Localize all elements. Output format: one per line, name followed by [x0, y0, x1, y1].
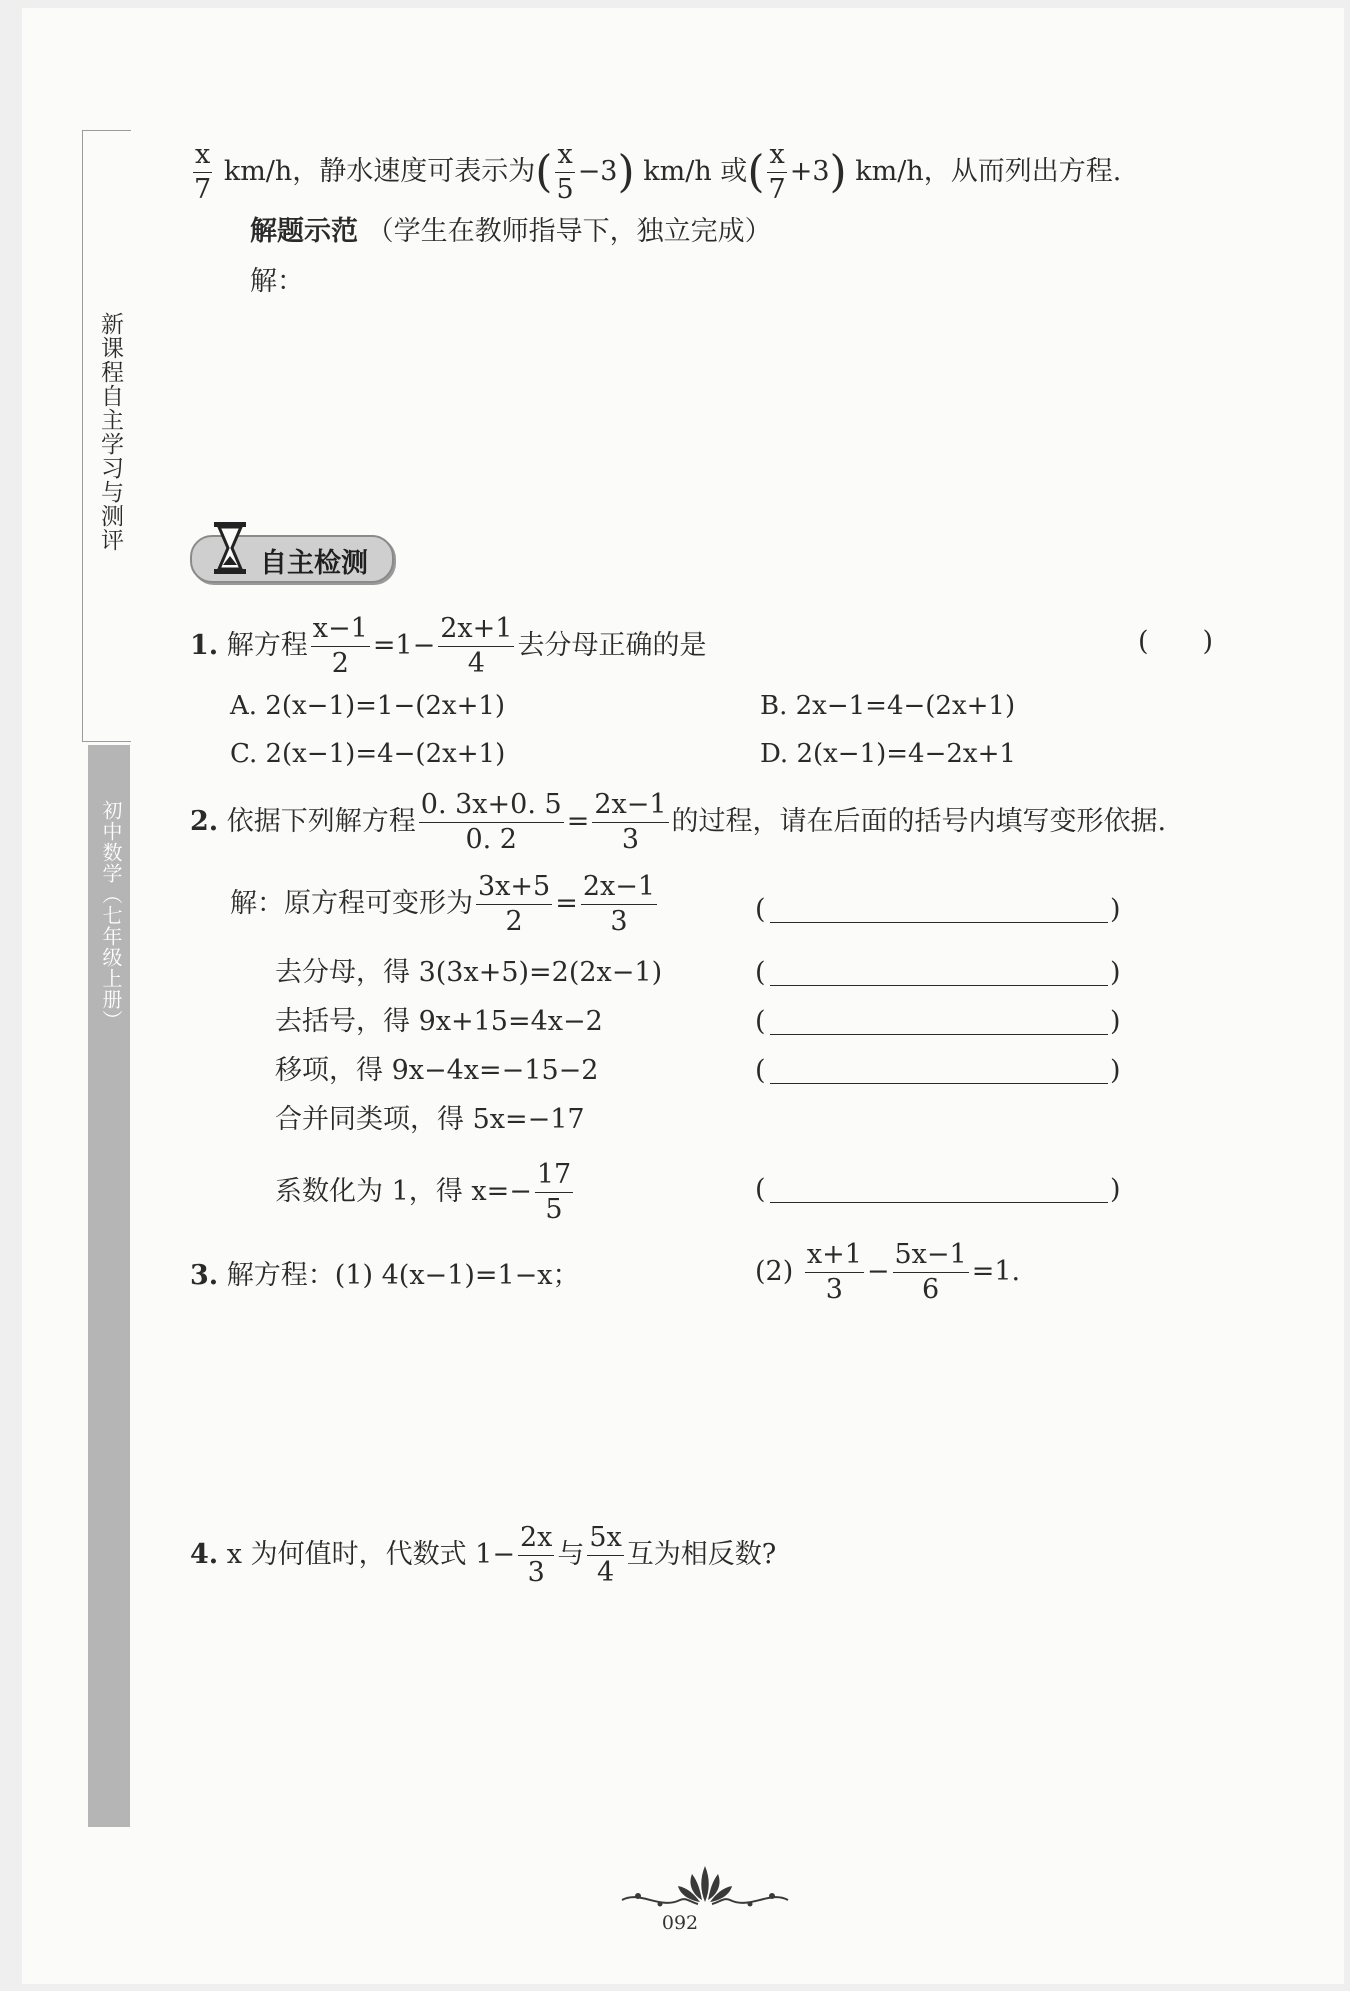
book-subtitle-vertical: 初中数学（七年级上册） [99, 800, 123, 1031]
blank-1-left-paren: ( [755, 894, 766, 925]
q2-step-3: 去括号，得 9x+15=4x−2 [275, 1006, 603, 1037]
demo-solve-label: 解： [250, 266, 304, 297]
blank-2-right-paren: ) [1110, 957, 1121, 988]
question-1: 1. 解方程 $\frac{x-1}{2}$ =1− $\frac{2x+1}{4}$ 去分母正确的是 [190, 613, 707, 679]
answer-blank-2[interactable] [770, 985, 1108, 986]
book-title-vertical: 新课程自主学习与测评 [97, 312, 123, 552]
blank-3-right-paren: ) [1110, 1006, 1121, 1037]
fraction: $\frac{x-1}{2}$ [312, 613, 368, 679]
blank-1-right-paren: ) [1110, 894, 1121, 925]
hourglass-icon [210, 520, 250, 576]
blank-5-right-paren: ) [1110, 1174, 1121, 1205]
question-3-part-1: 3. 解方程：(1) 4(x−1)=1−x； [190, 1260, 580, 1291]
fraction: $\frac{3x+5}{2}$ [478, 871, 551, 937]
q2-step-2: 去分母，得 3(3x+5)=2(2x−1) [275, 957, 663, 988]
fraction: $\frac{x}{5}$ [556, 139, 574, 205]
answer-blank-4[interactable] [770, 1083, 1108, 1084]
fraction: $\frac{2x-1}{3}$ [594, 789, 667, 855]
fraction: $\frac{2x+1}{4}$ [440, 613, 513, 679]
blank-4-right-paren: ) [1110, 1055, 1121, 1086]
demo-heading [250, 214, 772, 250]
page [22, 8, 1344, 1984]
blank-4-left-paren: ( [755, 1055, 766, 1086]
fraction: $\frac{x}{7}$ [194, 139, 212, 205]
option-c: C. 2(x−1)=4−(2x+1) [230, 739, 506, 769]
page-number: 092 [661, 1912, 699, 1934]
question-2: 2. 依据下列解方程 $\frac{0. 3x+0. 5}{0. 2}$ = $\frac{2x-1}{3}$ 的过程，请在后面的括号内填写变形依据. [190, 789, 1167, 855]
fraction: $\frac{2x}{3}$ [519, 1522, 553, 1588]
demo-note: （学生在教师指导下，独立完成） [366, 216, 772, 247]
fraction: $\frac{5x-1}{6}$ [894, 1239, 967, 1305]
blank-3-left-paren: ( [755, 1006, 766, 1037]
section-title: 自主检测 [260, 548, 368, 579]
floral-ornament-icon [620, 1860, 790, 1916]
answer-blank-1[interactable] [770, 922, 1108, 923]
question-4: 4. x 为何值时，代数式 1− $\frac{2x}{3}$ 与 $\frac{5x}{4}$ 互为相反数? [190, 1522, 777, 1588]
demo-title: 解题示范 [250, 216, 358, 247]
fraction: $\frac{x+1}{3}$ [806, 1239, 862, 1305]
q2-step-5: 合并同类项，得 5x=−17 [275, 1104, 585, 1135]
blank-2-left-paren: ( [755, 957, 766, 988]
option-d: D. 2(x−1)=4−2x+1 [760, 739, 1016, 769]
fraction: $\frac{x}{7}$ [768, 139, 786, 205]
fraction: $\frac{2x-1}{3}$ [582, 871, 656, 937]
q2-step-1: 解：原方程可变形为 $\frac{3x+5}{2}$ = $\frac{2x-1}{3}$ [230, 871, 656, 937]
intro-line: $\frac{x}{7}$ km/h，静水速度可表示为( $\frac{x}{5}$ −3) km/h 或( $\frac{x}{7}$ +3) km/h，从而列出方程. [194, 139, 1122, 205]
answer-paren: ( ) [1138, 626, 1214, 657]
q2-step-4: 移项，得 9x−4x=−15−2 [275, 1055, 599, 1086]
question-3-part-2: (2) $\frac{x+1}{3}$ − $\frac{5x-1}{6}$ =1. [755, 1239, 1021, 1305]
fraction: $\frac{5x}{4}$ [589, 1522, 622, 1588]
q2-step-6: 系数化为 1，得 x=− $\frac{17}{5}$ [275, 1159, 572, 1225]
option-a: A. 2(x−1)=1−(2x+1) [230, 691, 506, 721]
fraction: $\frac{0. 3x+0. 5}{0. 2}$ [420, 789, 562, 855]
answer-blank-5[interactable] [770, 1202, 1108, 1203]
answer-blank-3[interactable] [770, 1034, 1108, 1035]
blank-5-left-paren: ( [755, 1174, 766, 1205]
option-b: B. 2x−1=4−(2x+1) [760, 691, 1016, 721]
fraction: $\frac{17}{5}$ [536, 1159, 572, 1225]
